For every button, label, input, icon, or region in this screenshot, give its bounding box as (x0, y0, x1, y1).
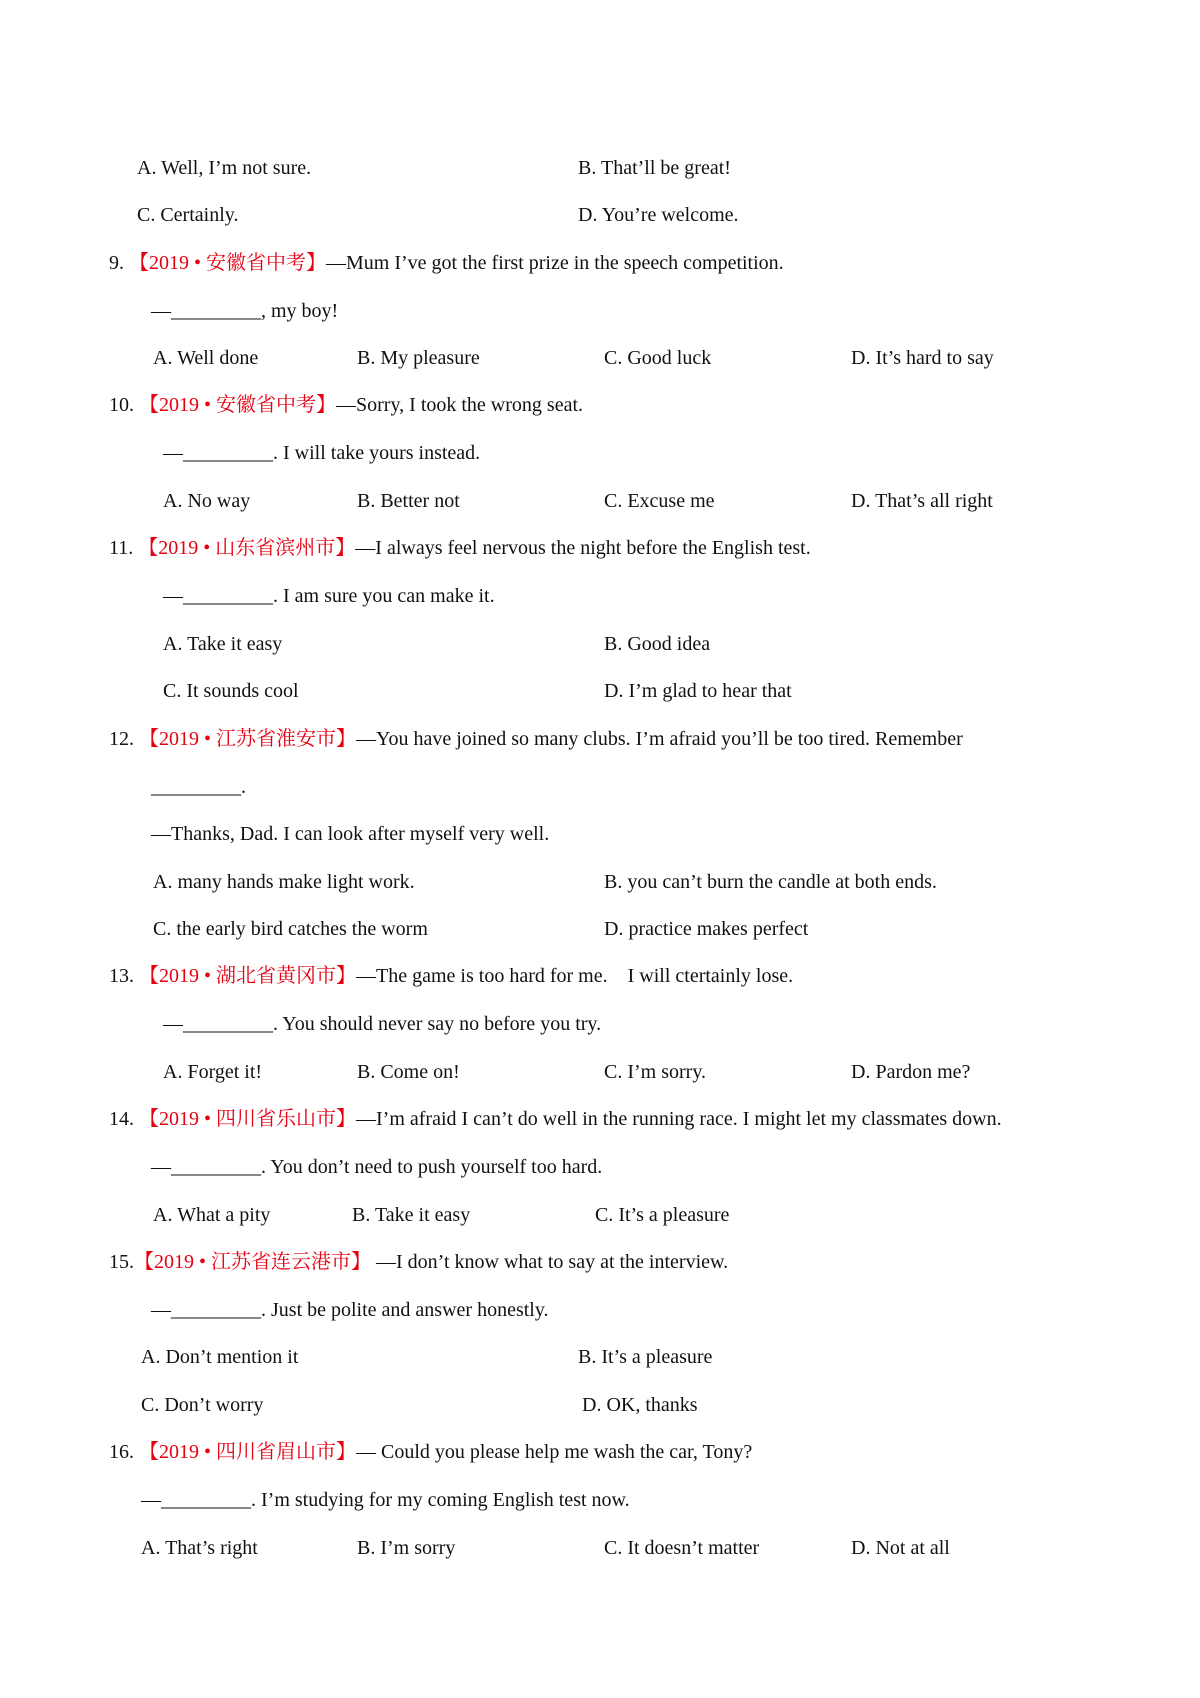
option-b: B. My pleasure (357, 347, 480, 369)
option-b: B. Take it easy (352, 1204, 471, 1226)
question-16 (109, 1440, 752, 1464)
option-d: D. Not at all (851, 1537, 950, 1559)
question-number: 9. (109, 252, 124, 274)
question-number: 14. (109, 1108, 134, 1130)
option-a: A. Take it easy (163, 633, 283, 655)
option-a: A. many hands make light work. (153, 871, 415, 893)
option-b: B. I’m sorry (357, 1537, 456, 1559)
option-c: C. Certainly. (137, 204, 239, 226)
reply-line: —_________. Just be polite and answer honestly. (151, 1299, 549, 1321)
option-d: D. Pardon me? (851, 1061, 971, 1083)
question-number: 10. (109, 394, 134, 416)
question-14 (109, 1107, 1002, 1131)
question-13 (109, 964, 793, 988)
reply-line: —Thanks, Dad. I can look after myself very well. (151, 823, 550, 845)
option-d: D. practice makes perfect (604, 918, 809, 940)
option-b: B. It’s a pleasure (578, 1346, 713, 1368)
option-a: A. No way (163, 490, 251, 512)
option-d: D. You’re welcome. (578, 204, 739, 226)
reply-line: —_________. I am sure you can make it. (163, 585, 495, 607)
question-number: 16. (109, 1441, 134, 1463)
option-d: D. That’s all right (851, 490, 993, 512)
question-source: 【2019 • 安徽省中考】 (139, 394, 337, 416)
option-a: A. Don’t mention it (141, 1346, 299, 1368)
question-number: 12. (109, 728, 134, 750)
question-stem: —I’m afraid I can’t do well in the running race. I might let my classmates down. (356, 1108, 1002, 1130)
option-a: A. Forget it! (163, 1061, 263, 1083)
option-d: D. I’m glad to hear that (604, 680, 792, 702)
option-b: B. you can’t burn the candle at both ends. (604, 871, 937, 893)
question-stem: — Could you please help me wash the car, Tony? (356, 1441, 753, 1463)
option-a: A. That’s right (141, 1537, 258, 1559)
option-a: A. Well, I’m not sure. (137, 157, 312, 179)
option-d: D. OK, thanks (582, 1394, 698, 1416)
question-source: 【2019 • 四川省眉山市】 (139, 1441, 357, 1463)
option-c: C. Good luck (604, 347, 712, 369)
question-source: 【2019 • 江苏省连云港市】 (134, 1251, 372, 1273)
question-stem: —I always feel nervous the night before the English test. (355, 537, 811, 559)
question-stem: —Mum I’ve got the first prize in the speech competition. (326, 252, 784, 274)
question-number: 11. (109, 537, 134, 559)
question-number: 15. (109, 1251, 134, 1273)
option-c: C. the early bird catches the worm (153, 918, 428, 940)
question-stem: —Sorry, I took the wrong seat. (336, 394, 584, 416)
question-stem: —You have joined so many clubs. I’m afraid you’ll be too tired. Remember (356, 728, 963, 750)
question-source: 【2019 • 安徽省中考】 (129, 252, 327, 274)
question-9 (109, 251, 784, 275)
option-d: D. It’s hard to say (851, 347, 994, 369)
question-12 (109, 727, 963, 751)
option-b: B. Better not (357, 490, 460, 512)
question-stem: —I don’t know what to say at the interview. (371, 1251, 729, 1273)
question-11 (109, 536, 811, 560)
option-a: A. Well done (153, 347, 259, 369)
stem-continuation: _________. (151, 776, 246, 798)
option-c: C. Excuse me (604, 490, 715, 512)
option-c: C. Don’t worry (141, 1394, 264, 1416)
question-15 (109, 1250, 728, 1274)
reply-line: —_________, my boy! (151, 300, 339, 322)
option-b: B. That’ll be great! (578, 157, 731, 179)
question-number: 13. (109, 965, 134, 987)
question-source: 【2019 • 四川省乐山市】 (139, 1108, 357, 1130)
reply-line: —_________. I’m studying for my coming English test now. (141, 1489, 630, 1511)
question-source: 【2019 • 湖北省黄冈市】 (139, 965, 357, 987)
option-c: C. It doesn’t matter (604, 1537, 760, 1559)
question-10 (109, 393, 583, 417)
reply-line: —_________. I will take yours instead. (163, 442, 481, 464)
question-source: 【2019 • 山东省滨州市】 (138, 537, 356, 559)
option-b: B. Come on! (357, 1061, 460, 1083)
option-b: B. Good idea (604, 633, 711, 655)
option-c: C. It’s a pleasure (595, 1204, 730, 1226)
option-c: C. It sounds cool (163, 680, 299, 702)
option-c: C. I’m sorry. (604, 1061, 707, 1083)
reply-line: —_________. You don’t need to push yourself too hard. (151, 1156, 603, 1178)
reply-line: —_________. You should never say no before you try. (163, 1013, 602, 1035)
question-stem: —The game is too hard for me. I will ctertainly lose. (356, 965, 794, 987)
option-a: A. What a pity (153, 1204, 271, 1226)
question-source: 【2019 • 江苏省淮安市】 (139, 728, 357, 750)
